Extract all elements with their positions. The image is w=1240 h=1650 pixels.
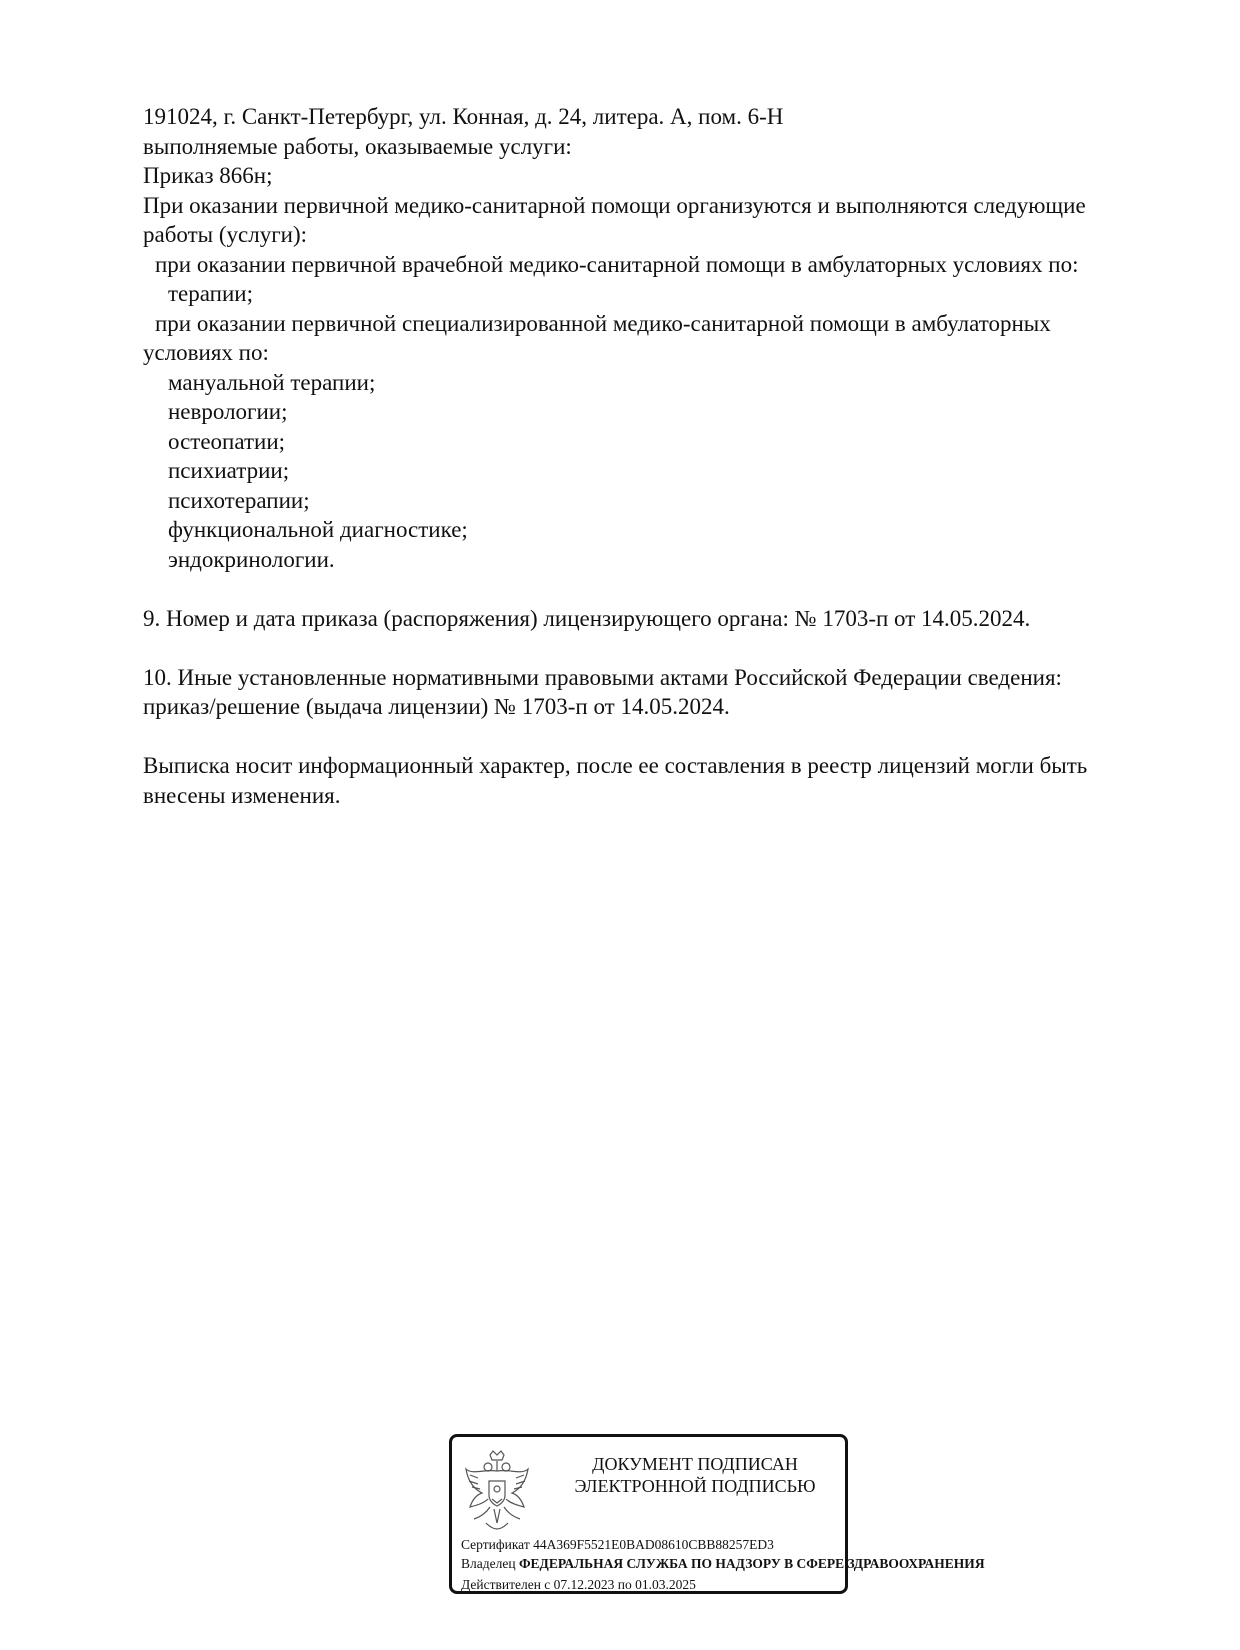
stamp-title-line: ДОКУМЕНТ ПОДПИСАН — [592, 1454, 798, 1474]
coat-of-arms-icon — [464, 1449, 530, 1533]
list-item: неврологии; — [168, 399, 288, 424]
list-item: остеопатии; — [168, 428, 286, 454]
primary-care-heading: при оказании первичной врачебной медико-санитарной помощи в амбулаторных условиях по: — [155, 251, 1079, 277]
document-body — [143, 102, 1143, 810]
list-item: функциональной диагностике; — [168, 517, 468, 542]
item-9: 9. Номер и дата приказа (распоряжения) лицензирующего органа: № 1703-п от 14.05.2024. — [143, 605, 1031, 631]
certificate-row — [461, 1537, 774, 1553]
list-item: психиатрии; — [168, 458, 290, 483]
list-item: терапии; — [168, 281, 253, 306]
intro-line: При оказании первичной медико-санитарной помощи организуются и выполняются следующие — [143, 192, 1086, 218]
certificate-value: 44A369F5521E0BAD08610CBB88257ED3 — [533, 1537, 774, 1552]
owner-value: ФЕДЕРАЛЬНАЯ СЛУЖБА ПО НАДЗОРУ В СФЕРЕ ЗДРАВООХРАНЕНИЯ — [518, 1556, 985, 1571]
owner-label: Владелец — [461, 1556, 516, 1571]
works-label: выполняемые работы, оказываемые услуги: — [143, 133, 572, 159]
paragraph-gap — [143, 574, 1143, 604]
order-line: Приказ 866н; — [143, 163, 273, 188]
owner-row — [461, 1556, 985, 1572]
intro-line: работы (услуги): — [143, 222, 307, 247]
item-10: 10. Иные установленные нормативными правовыми актами Российской Федерации сведения: — [143, 664, 1062, 690]
list-item: эндокринологии. — [168, 546, 335, 572]
validity-row: Действителен с 07.12.2023 по 01.03.2025 — [461, 1577, 696, 1592]
stamp-title-line: ЭЛЕКТРОННОЙ ПОДПИСЬЮ — [574, 1476, 816, 1496]
list-item: мануальной терапии; — [168, 369, 376, 395]
note: Выписка носит информационный характер, после ее составления в реестр лицензий могли быть — [143, 753, 1088, 778]
paragraph-gap — [143, 633, 1143, 663]
stamp-title — [550, 1453, 840, 1497]
signature-stamp — [449, 1434, 985, 1594]
paragraph-gap — [143, 722, 1143, 752]
note-cont: внесены изменения. — [143, 782, 341, 808]
list-item: психотерапии; — [168, 487, 310, 513]
address-line: 191024, г. Санкт-Петербург, ул. Конная, д. 24, литера. А, пом. 6-Н — [143, 104, 784, 129]
certificate-label: Сертификат — [461, 1537, 530, 1552]
specialized-care-heading-cont: условиях по: — [143, 340, 269, 365]
specialized-care-heading: при оказании первичной специализированной медико-санитарной помощи в амбулаторных — [155, 310, 1051, 336]
item-10-cont: приказ/решение (выдача лицензии) № 1703-п от 14.05.2024. — [143, 694, 730, 719]
